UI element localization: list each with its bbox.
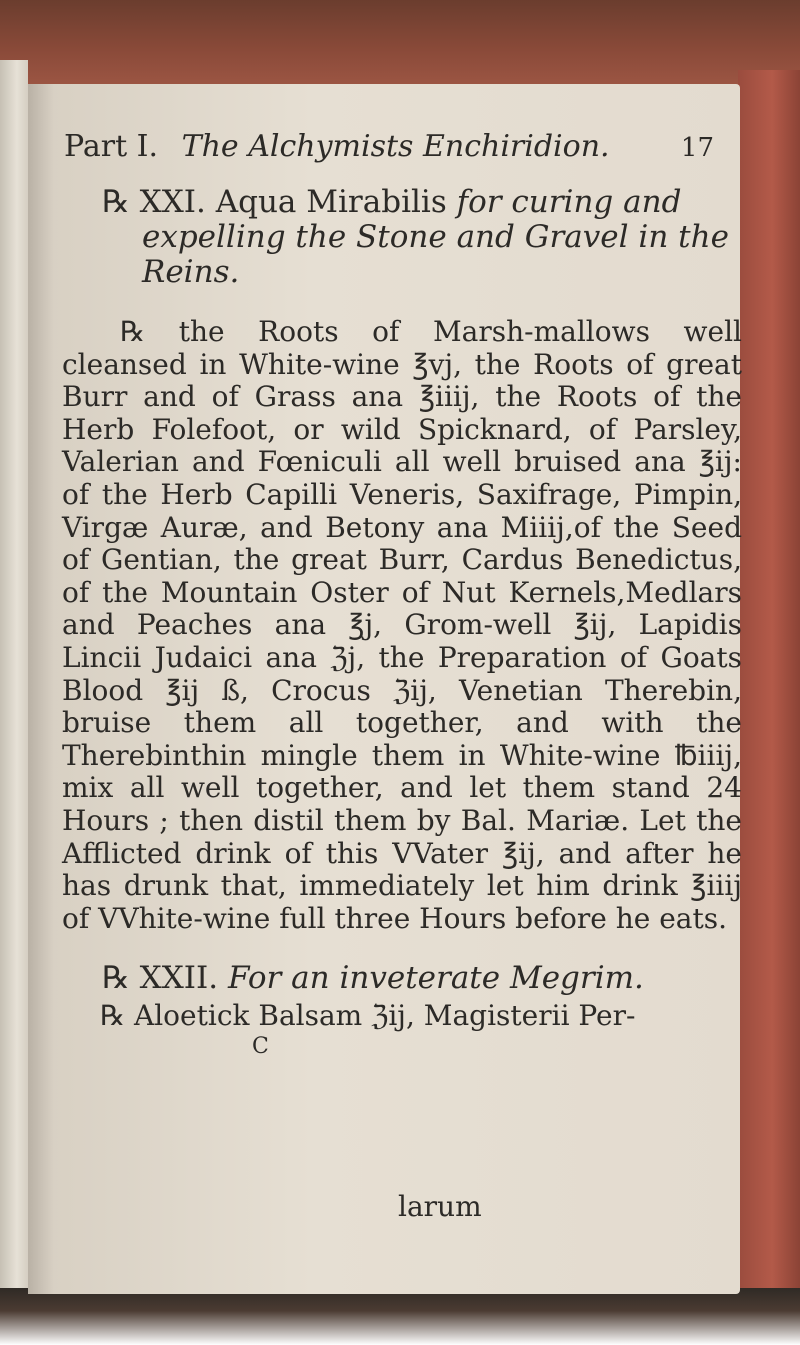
book-title: The Alchymists Enchiridion. [181,129,610,164]
section-22-body: ℞ Aloetick Balsam ℨij, Magisterii Per- [100,999,636,1033]
book-edge-left [0,60,28,1305]
section-22-heading [102,961,742,996]
page-number: 17 [680,133,714,163]
page-text [62,130,742,1060]
running-head-label [64,130,610,164]
section-21-body [62,316,742,935]
signature-mark: C [252,1034,269,1060]
section-21-heading-end: Reins. [142,254,240,290]
section-21-body-text: ℞ the Roots of Marsh-mallows well cleansed in White-wine ℥vj, the Roots of great Burr and of Grass ana ℥iiij, the Roots of the Herb Folefoot, or wild Spicknard, of Parsley, Valerian and Fœniculi all well bruised ana ℥ij: of the Herb Capilli Veneris, Saxifrage, Pimpin, Virgæ Auræ, and Betony ana Miiij,of the Seed of Gentian, the great Burr, Cardus Benedictus, of the Mountain Oster of Nut Kernels,Medlars and Peaches ana ℥j, Grom-well ℥ij, Lapidis Lincii Judaici ana ℨj, the Preparation of Goats Blood ℥ij ß, Crocus ℨij, Venetian Therebin, bruise them all together, and with the Therebinthin mingle them in White-wine ℔iiij, mix all well together, and let them stand 24 Hours ; then distil them by Bal. Mariæ. Let the Afflicted drink of this VVater ℥ij, and after he has drunk that, immediately let him drink ℥iiij of VVhite-wine full three Hours before he eats. [62,315,742,935]
running-head [64,130,714,165]
book-cover-right [738,70,800,1290]
page-gutter [28,84,54,1294]
section-21-heading [102,185,742,290]
section-22-heading-lead: ℞ XXII. [102,960,219,997]
section-21-heading-rest: for curing and [456,184,682,220]
section-21-heading-cont: expelling the Stone and Gravel in the [142,219,729,255]
book-cover-bottom [0,1288,800,1345]
catchword: larum [398,1190,482,1223]
section-22-heading-rest: For an inveterate Megrim. [228,960,644,997]
section-21-heading-lead: ℞ XXI. Aqua Mirabilis [102,184,447,220]
part-label: Part I. [64,129,159,164]
